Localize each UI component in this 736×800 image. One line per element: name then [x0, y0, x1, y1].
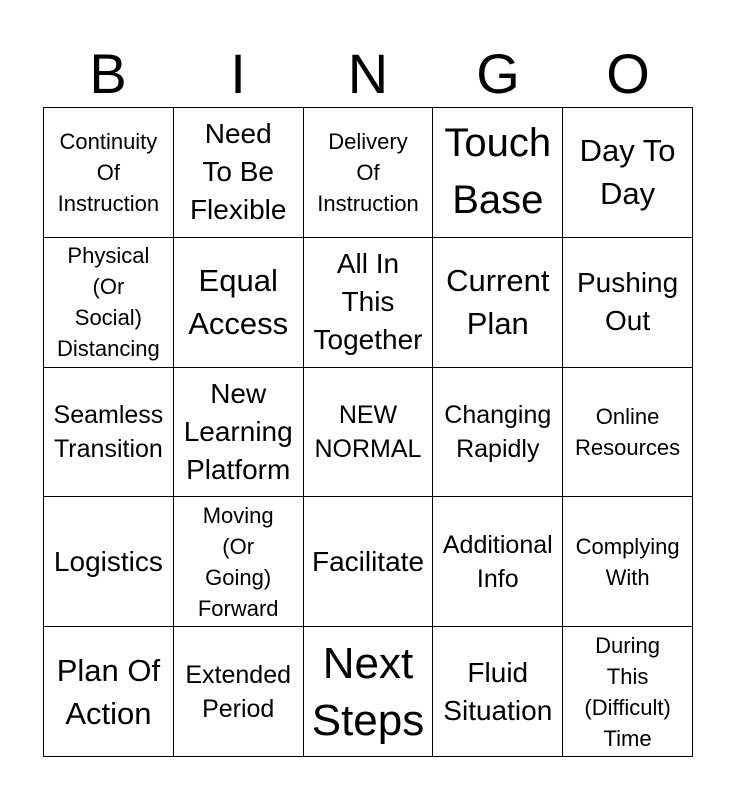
bingo-cell-r4-c3: [433, 627, 563, 757]
cell-text: Continuity Of Instruction: [57, 128, 160, 216]
cell-text: Seamless Transition: [53, 400, 164, 463]
bingo-cell-r0-c3: [433, 108, 563, 238]
cell-text: Online Resources: [575, 403, 681, 460]
cell-text: Complying With: [575, 533, 680, 590]
bingo-header: [43, 42, 693, 106]
cell-text: Equal Access: [188, 263, 289, 342]
header-letter-n: N: [347, 42, 389, 105]
cell-text: Moving (Or Going) Forward: [197, 502, 279, 621]
cell-text: Fluid Situation: [443, 656, 553, 726]
cell-text: Physical (Or Social) Distancing: [57, 243, 160, 362]
bingo-cell-r3-c3: [433, 497, 563, 627]
bingo-board: [43, 107, 693, 757]
cell-text: Pushing Out: [577, 267, 679, 337]
header-letter-b: B: [89, 42, 127, 105]
cell-text: Extended Period: [185, 660, 292, 723]
bingo-cell-r3-c1: [174, 497, 304, 627]
bingo-cell-r1-c4: [563, 238, 693, 368]
bingo-cell-r0-c0: [44, 108, 174, 238]
bingo-cell-r2-c2: [304, 368, 434, 498]
cell-text: Touch Base: [444, 121, 552, 223]
cell-text: New Learning Platform: [183, 377, 293, 485]
bingo-cell-r0-c4: [563, 108, 693, 238]
bingo-cell-r2-c1: [174, 368, 304, 498]
cell-text: Changing Rapidly: [444, 400, 552, 463]
bingo-cell-r0-c2: [304, 108, 434, 238]
bingo-cell-r3-c2: [304, 497, 434, 627]
cell-text: Delivery Of Instruction: [317, 128, 419, 216]
cell-text: Logistics: [53, 545, 163, 577]
bingo-cell-r3-c0: [44, 497, 174, 627]
bingo-cell-r1-c2: [304, 238, 434, 368]
bingo-cell-r4-c2: [304, 627, 434, 757]
cell-text: NEW NORMAL: [314, 400, 422, 463]
cell-text: Day To Day: [579, 133, 676, 212]
bingo-cell-r1-c3: [433, 238, 563, 368]
bingo-cell-r1-c1: [174, 238, 304, 368]
cell-text: During This (Difficult) Time: [584, 632, 671, 751]
bingo-cell-r4-c4: [563, 627, 693, 757]
bingo-cell-r0-c1: [174, 108, 304, 238]
cell-text: Need To Be Flexible: [189, 118, 287, 226]
cell-text: Facilitate: [311, 545, 425, 577]
header-letter-g: G: [476, 42, 520, 105]
bingo-cell-r3-c4: [563, 497, 693, 627]
bingo-cell-r4-c1: [174, 627, 304, 757]
cell-text: Next Steps: [311, 638, 425, 745]
cell-text: All In This Together: [313, 248, 423, 356]
cell-text: Plan Of Action: [56, 652, 161, 731]
bingo-cell-r2-c0: [44, 368, 174, 498]
bingo-cell-r1-c0: [44, 238, 174, 368]
header-letter-i: I: [230, 42, 246, 105]
cell-text: Additional Info: [442, 530, 553, 593]
header-letter-o: O: [606, 42, 650, 105]
bingo-cell-r4-c0: [44, 627, 174, 757]
cell-text: Current Plan: [446, 263, 550, 342]
bingo-cell-r2-c4: [563, 368, 693, 498]
bingo-cell-r2-c3: [433, 368, 563, 498]
